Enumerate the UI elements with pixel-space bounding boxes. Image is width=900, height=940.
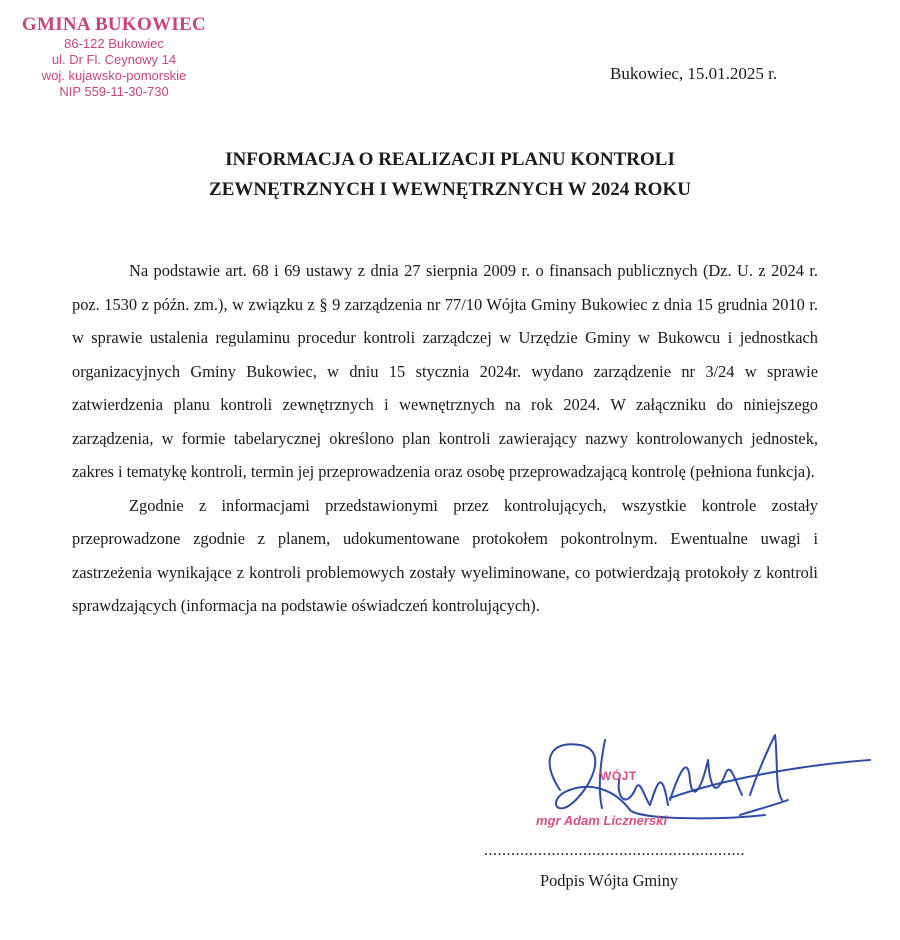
title-line-2: ZEWNĘTRZNYCH I WEWNĘTRZNYCH W 2024 ROKU [209,179,691,200]
stamp-title: GMINA BUKOWIEC [21,14,207,35]
body-paragraph-1: Na podstawie art. 68 i 69 ustawy z dnia 27 sierpnia 2009 r. o finansach publicznych (Dz. U. z 2024 r. poz. 1530 z późn. zm.), w związku z § 9 zarządzenia nr 77/10 Wójta Gminy Bukowiec z dnia 15 grudnia 2010 r. w sprawie ustalenia regulaminu procedur kontroli zarządczej w Urzędzie Gminy w Bukowcu i jednostkach organizacyjnych Gminy Bukowiec, w dniu 15 stycznia 2024r. wydano zarządzenie nr 3/24 w sprawie zatwierdzenia planu kontroli zewnętrznych i wewnętrznych na rok 2024. W załączniku do niniejszego zarządzenia, w formie tabelarycznej określono plan kontroli zawierający nazwy kontrolowanych jednostek, zakres i tematykę kontroli, termin jej przeprowadzenia oraz osobę przeprowadzającą kontrolę (pełniona funkcja). [72,261,818,481]
place-and-date: Bukowiec, 15.01.2025 r. [610,64,778,83]
signature-block [520,720,880,840]
signature-stamp-role: WÓJT [600,769,637,783]
stamp-address-postal: 86-122 Bukowiec [64,36,164,51]
signature-stamp-name: mgr Adam Licznerski [536,813,668,828]
body-paragraph-2: Zgodnie z informacjami przedstawionymi przez kontrolujących, wszystkie kontrole zostały przeprowadzone zgodnie z planem, udokumentowane protokołem pokontrolnym. Ewentualne uwagi i zastrzeżenia wynikające z kontroli problemowych zostały wyeliminowane, co potwierdzają protokoły z kontroli sprawdzających (informacja na podstawie oświadczeń kontrolujących). [72,495,818,615]
document-body [72,254,818,623]
signature-label: Podpis Wójta Gminy [540,871,679,890]
stamp-address-street: ul. Dr Fl. Ceynowy 14 [51,52,177,67]
stamp-tax-id: NIP 559-11-30-730 [59,84,169,99]
municipality-stamp [14,14,214,100]
signature-dotted-line: .......................................................... [484,842,745,859]
title-line-1: INFORMACJA O REALIZACJI PLANU KONTROLI [225,149,675,170]
stamp-address-region: woj. kujawsko-pomorskie [41,68,187,83]
document-title [60,145,840,205]
